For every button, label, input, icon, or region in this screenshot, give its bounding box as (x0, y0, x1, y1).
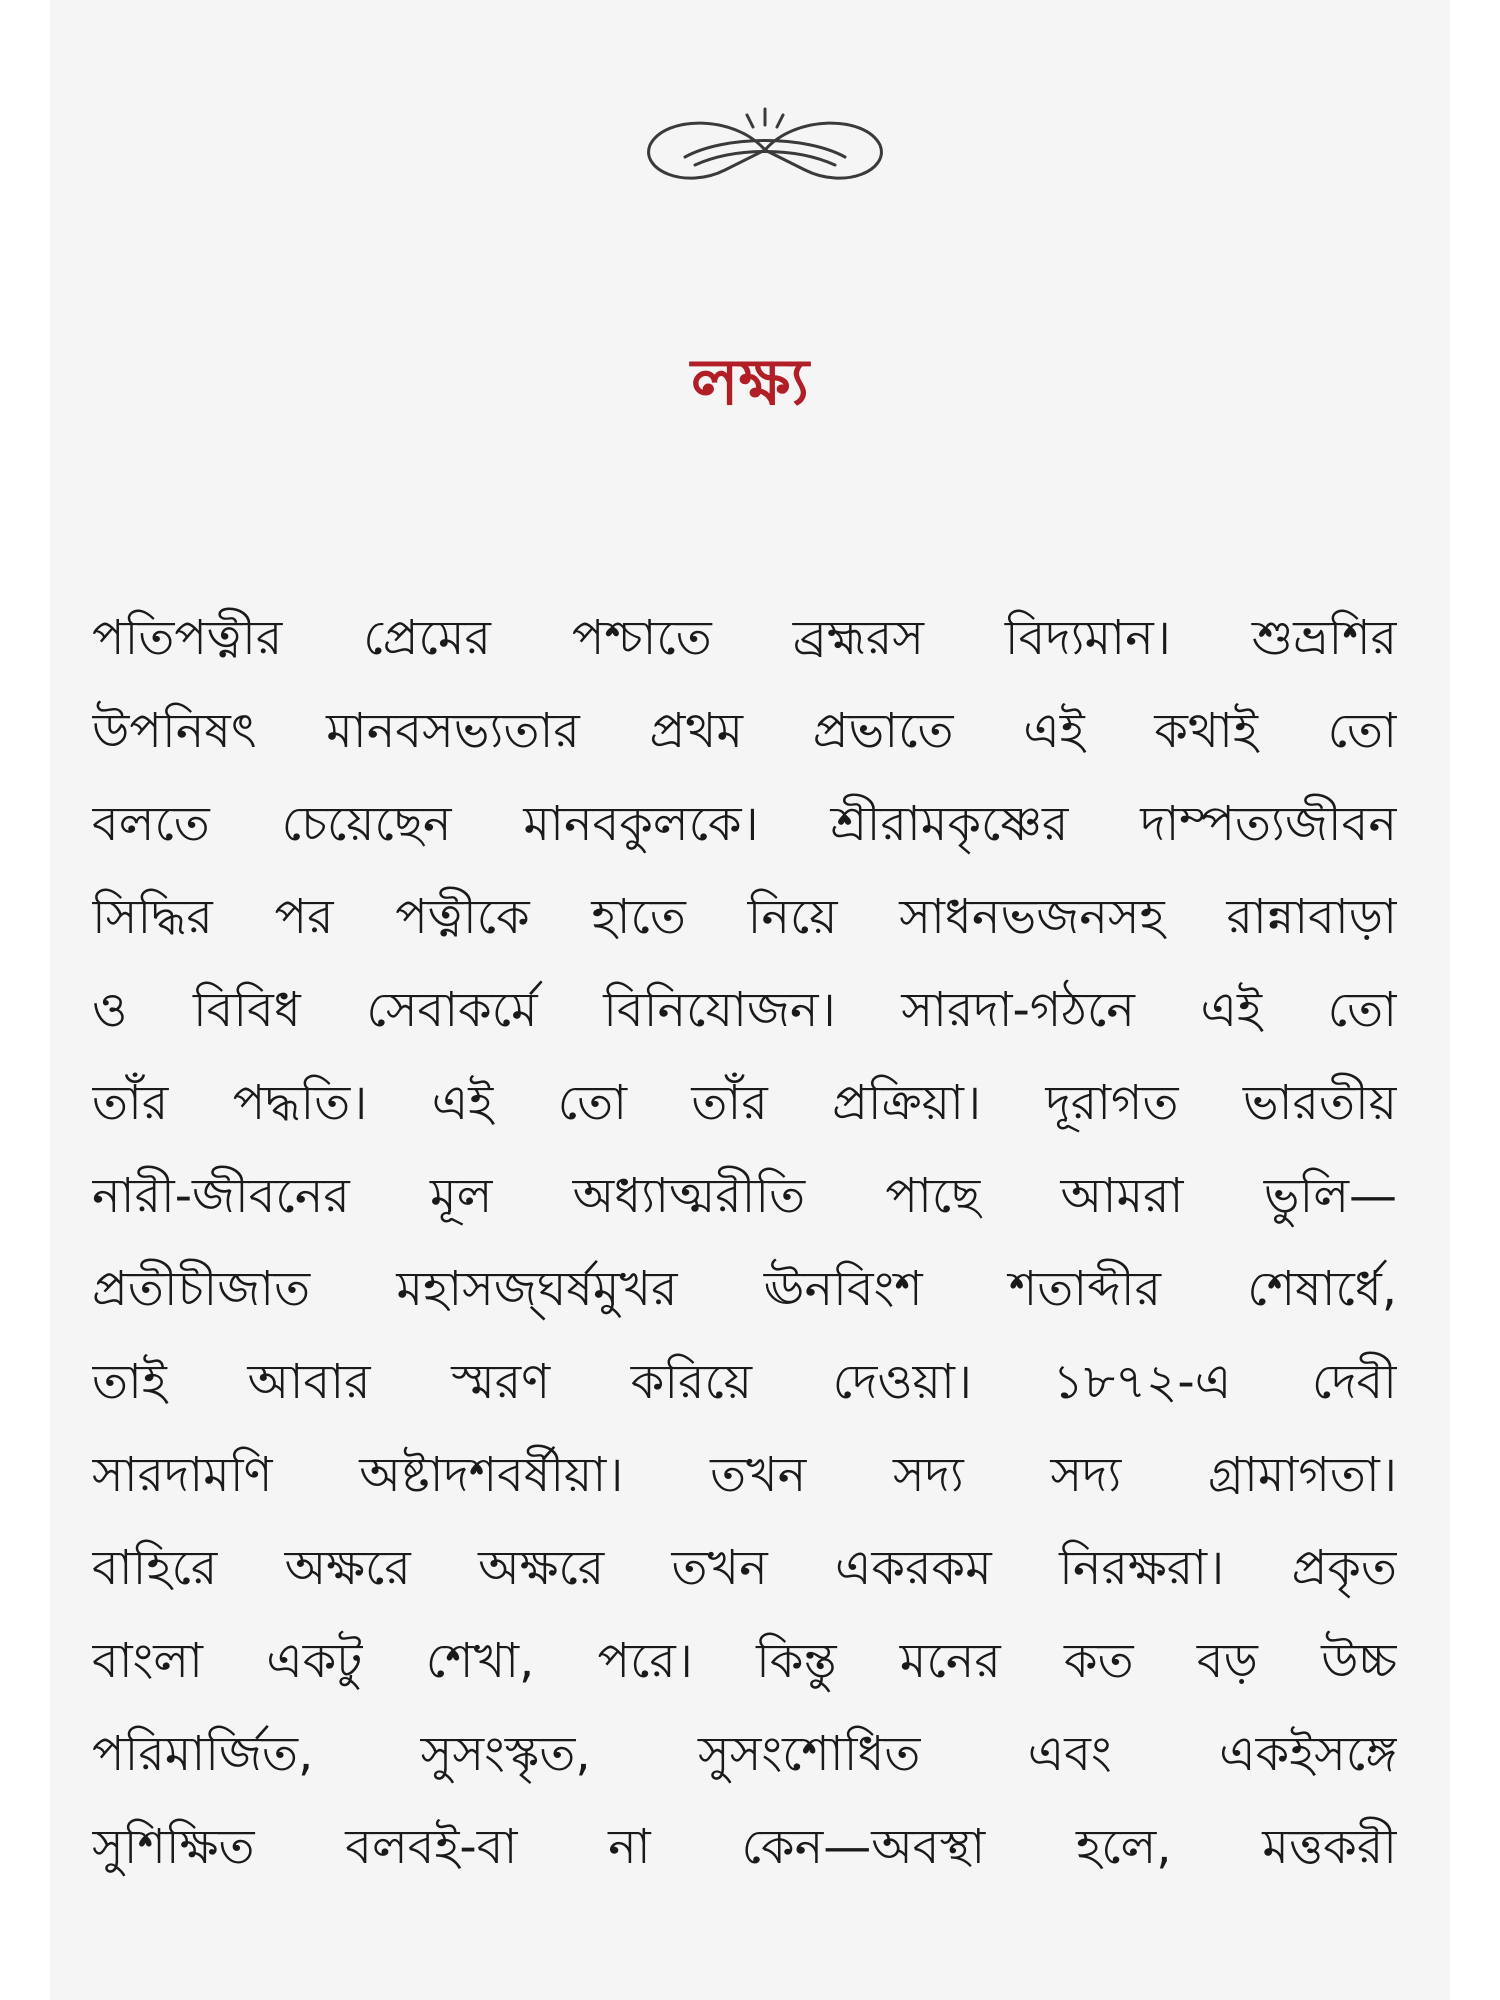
body-paragraph (92, 592, 1397, 1894)
text-line: তাই আবার স্মরণ করিয়ে দেওয়া। ১৮৭২-এ দেবী (92, 1354, 1397, 1410)
text-line: সিদ্ধির পর পত্নীকে হাতে নিয়ে সাধনভজনসহ রান্নাবাড়া (92, 889, 1397, 945)
text-line: প্রতীচীজাত মহাসজ্ঘর্ষমুখর ঊনবিংশ শতাব্দীর শেষার্ধে, (92, 1261, 1397, 1317)
chapter-heading: লক্ষ্য (690, 346, 810, 420)
text-line: তাঁর পদ্ধতি। এই তো তাঁর প্রক্রিয়া। দূরাগত ভারতীয় (92, 1075, 1397, 1131)
flourish-ornament-icon (625, 95, 905, 205)
text-line: সারদামণি অষ্টাদশবর্ষীয়া। তখন সদ্য সদ্য গ্রামাগতা। (92, 1447, 1397, 1503)
book-page (50, 0, 1450, 2000)
text-line: ও বিবিধ সেবাকর্মে বিনিযোজন। সারদা-গঠনে এই তো (92, 982, 1397, 1038)
text-line: পতিপত্নীর প্রেমের পশ্চাতে ব্রহ্মরস বিদ্যমান। শুভ্রশির (92, 610, 1397, 666)
text-line: নারী-জীবনের মূল অধ্যাত্মরীতি পাছে আমরা ভুলি— (92, 1168, 1397, 1224)
text-line: উপনিষৎ মানবসভ্যতার প্রথম প্রভাতে এই কথাই তো (92, 703, 1397, 759)
text-line: বলতে চেয়েছেন মানবকুলকে। শ্রীরামকৃষ্ণের দাম্পত্যজীবন (92, 796, 1397, 852)
text-line: বাংলা একটু শেখা, পরে। কিন্তু মনের কত বড় উচ্চ (92, 1633, 1397, 1689)
text-line: পরিমার্জিত, সুসংস্কৃত, সুসংশোধিত এবং একইসঙ্গে (92, 1726, 1397, 1782)
text-line: বাহিরে অক্ষরে অক্ষরে তখন একরকম নিরক্ষরা। প্রকৃত (92, 1540, 1397, 1596)
text-line: সুশিক্ষিত বলবই-বা না কেন—অবস্থা হলে, মত্তকরী (92, 1819, 1397, 1875)
